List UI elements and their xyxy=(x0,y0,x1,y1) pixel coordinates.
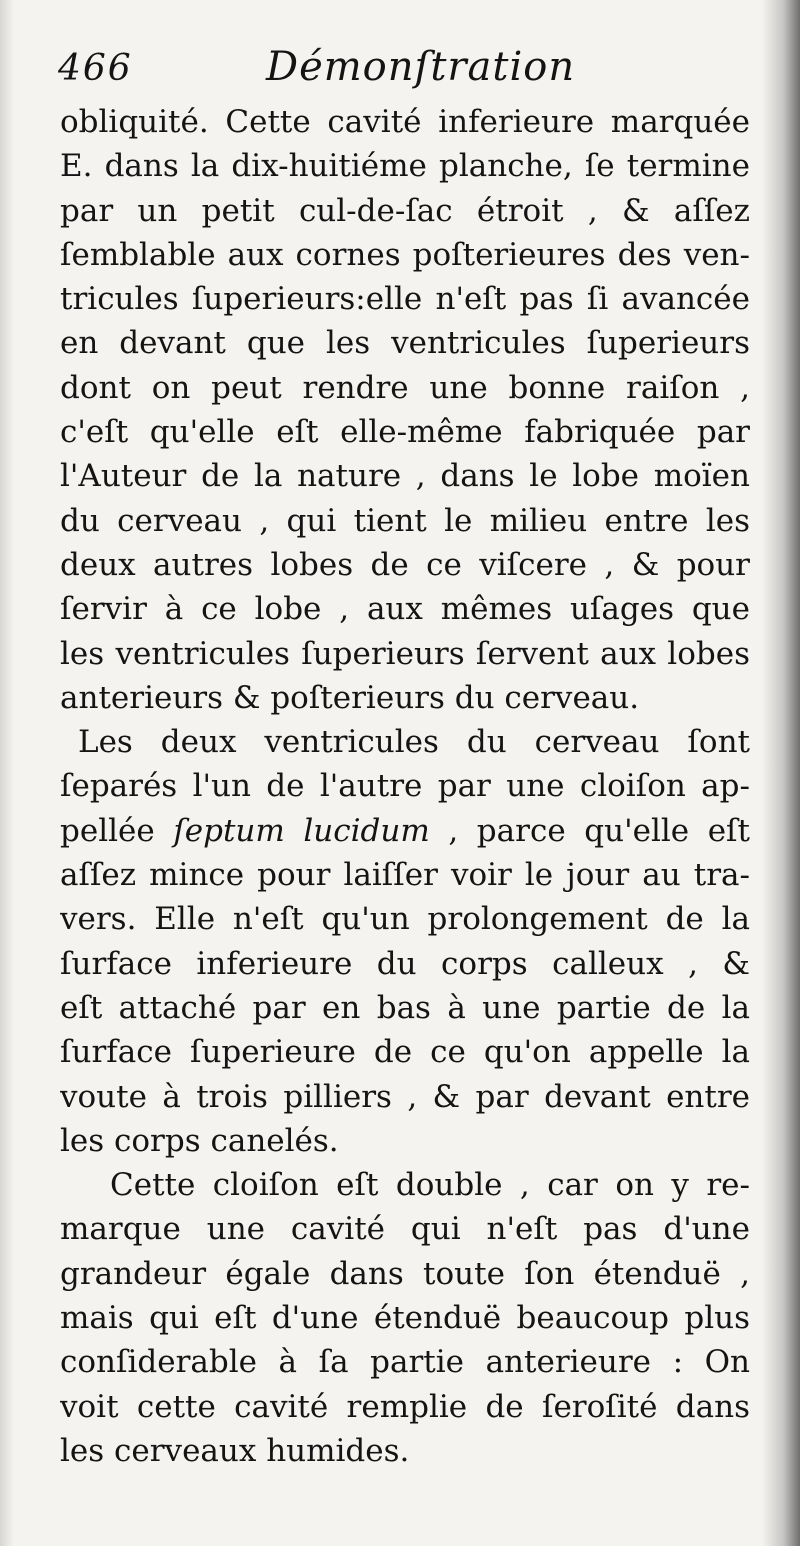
text-line: vers. Elle n'eſt qu'un prolongement de la xyxy=(60,901,750,938)
page-number: 466 xyxy=(58,48,133,89)
running-head: Démonſtration xyxy=(266,44,576,90)
text-line: mais qui eſt d'une étenduë beaucoup plus xyxy=(60,1300,750,1337)
text-line: tricules ſuperieurs:elle n'eſt pas ſi avancée xyxy=(60,281,750,318)
text-line: grandeur égale dans toute ſon étenduë , xyxy=(60,1255,750,1292)
text-line: voute à trois pilliers , & par devant entre xyxy=(60,1078,750,1115)
page-left-edge-shadow xyxy=(0,0,14,1546)
text-line: c'eſt qu'elle eſt elle-même fabriquée par xyxy=(60,414,750,451)
text-line: l'Auteur de la nature , dans le lobe moïen xyxy=(60,458,750,495)
text-line: les cerveaux humides. xyxy=(60,1432,410,1469)
text-line: eſt attaché par en bas à une partie de la xyxy=(60,989,750,1026)
text-line: en devant que les ventricules ſuperieurs xyxy=(60,325,750,362)
text-line: du cerveau , qui tient le milieu entre les xyxy=(60,502,750,539)
text-line: ſeparés l'un de l'autre par une cloiſon ap- xyxy=(60,768,750,805)
text-line: aſſez mince pour laiſſer voir le jour au tra- xyxy=(60,857,750,894)
page-header xyxy=(58,42,748,102)
paragraph-3 xyxy=(60,1163,750,1473)
text-line: deux autres lobes de ce viſcere , & pour xyxy=(60,546,750,583)
text-line: ſurface ſuperieure de ce qu'on appelle la xyxy=(60,1034,750,1071)
paragraph-1 xyxy=(60,100,750,720)
text-line: Les deux ventricules du cerveau ſont xyxy=(78,724,750,761)
page-gutter-shadow xyxy=(762,0,800,1546)
text-line: Cette cloiſon eſt double , car on y re- xyxy=(110,1167,750,1204)
text-line: les corps canelés. xyxy=(60,1122,339,1159)
text-line: pellée ſeptum lucidum , parce qu'elle eſt xyxy=(60,812,750,849)
text-line: obliquité. Cette cavité inferieure marquée xyxy=(60,104,750,140)
text-line: ſemblable aux cornes poſterieures des ven- xyxy=(60,236,750,273)
text-line: les ventricules ſuperieurs ſervent aux lobes xyxy=(60,635,750,672)
text-line: conſiderable à ſa partie anterieure : On xyxy=(60,1344,750,1381)
text-line: E. dans la dix-huitiéme planche, ſe termine xyxy=(60,148,750,185)
text-line: dont on peut rendre une bonne raiſon , xyxy=(60,369,750,406)
paragraph-2 xyxy=(60,720,750,1163)
text-line: ſurface inferieure du corps calleux , & xyxy=(60,945,750,982)
text-line: anterieurs & poſterieurs du cerveau. xyxy=(60,679,640,716)
text-line: ſervir à ce lobe , aux mêmes uſages que xyxy=(60,591,750,628)
text-line: par un petit cul-de-ſac étroit , & aſſez xyxy=(60,192,750,229)
text-line: marque une cavité qui n'eſt pas d'une xyxy=(60,1211,750,1248)
text-line: voit cette cavité remplie de ſeroſité dans xyxy=(60,1388,750,1425)
latin-term: ſeptum lucidum xyxy=(173,812,430,849)
body-text xyxy=(60,100,750,1473)
